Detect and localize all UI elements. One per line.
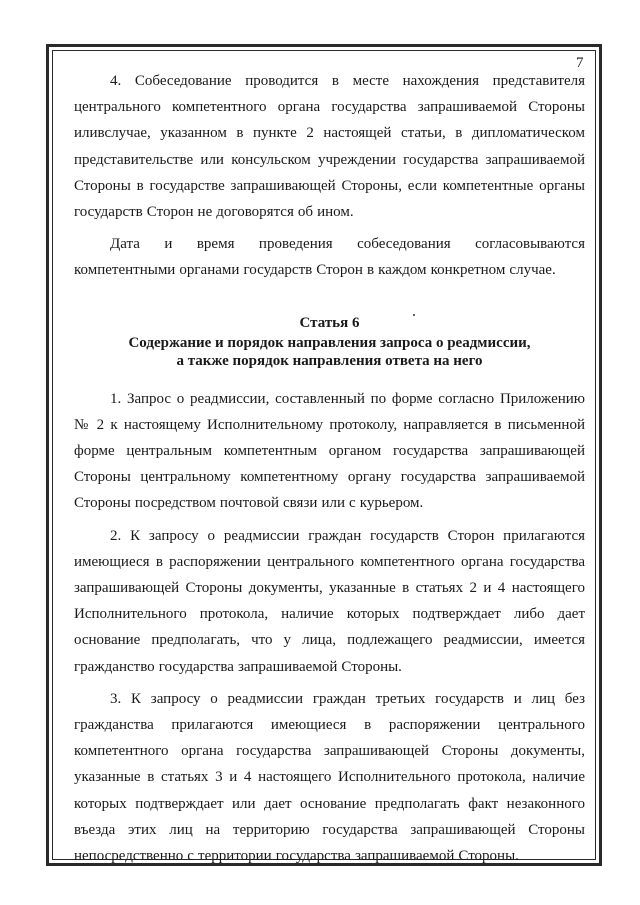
- page-number: 7: [576, 55, 584, 71]
- paragraph-request-form: 1. Запрос о реадмиссии, составленный по форме согласно Приложению № 2 к настоящему Исполнительному протоколу, направляется в письменной форме центральным компетентным органом государства запрашивающей Стороны центральному компетентному органу государства запрашиваемой Стороны посредством почтовой связи или с курьером.: [74, 390, 585, 512]
- paragraph-interview-location: 4. Собеседование проводится в месте нахождения представителя центрального компетентного органа государства запрашиваемой Стороны иливслучае, указанном в пункте 2 настоящей статьи, в дипломатическом представительстве или консульском учреждении государства запрашиваемой Стороны в государстве запрашивающей Стороны, если компетентные органы государств Сторон не договорятся об ином.: [74, 73, 585, 221]
- paragraph-citizens-documents: 2. К запросу о реадмиссии граждан государств Сторон прилагаются имеющиеся в распоряжении центрального компетентного органа государства запрашивающей Стороны документы, указанные в статьях 2 и 4 настоящего Исполнительного протокола, наличие которых подтверждает либо дает основание предполагать, что у лица, подлежащего реадмиссии, имеется гражданство государства запрашиваемой Стороны.: [74, 527, 585, 675]
- document-body: [74, 68, 585, 869]
- paragraph-interview-date: Дата и время проведения собеседования согласовываются компетентными органами государств Сторон в каждом конкретном случае.: [74, 236, 585, 279]
- article-subtitle-line2: а также порядок направления ответа на него: [176, 353, 483, 370]
- paragraph-third-country-documents: 3. К запросу о реадмиссии граждан третьих государств и лиц без гражданства прилагаются имеющиеся в распоряжении центрального компетентного органа государства запрашивающей Стороны документы, указанные в статьях 3 и 4 настоящего Исполнительного протокола, наличие которых подтверждает или дает основание предполагать факт незаконного въезда этих лиц на территорию государства запрашивающей Стороны непосредственно с территории государства запрашиваемой Стороны.: [74, 690, 585, 865]
- article-title: Статья 6: [299, 314, 360, 331]
- article-subtitle-line1: Содержание и порядок направления запроса о реадмиссии,: [128, 334, 531, 351]
